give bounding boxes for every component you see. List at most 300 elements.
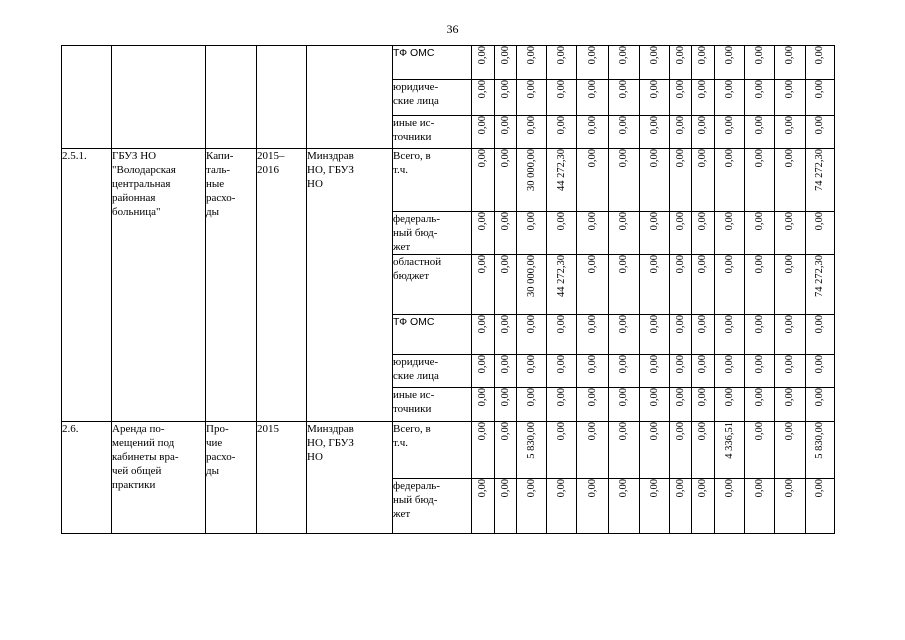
amount-value: 0,00: [618, 46, 629, 65]
amount-cell: [517, 80, 547, 116]
amount-value: 0,00: [586, 388, 598, 407]
amount-cell: [640, 315, 670, 355]
amount-value: 0,00: [525, 116, 537, 135]
amount-value: 0,00: [648, 149, 660, 168]
amount-cell: [495, 46, 517, 80]
responsible: Минздрав НО, ГБУЗ НО: [307, 422, 393, 534]
amount-cell: [472, 355, 495, 388]
amount-cell: [495, 355, 517, 388]
amount-cell: [640, 479, 670, 534]
amount-cell: [577, 255, 609, 315]
amount-cell: [472, 422, 495, 479]
amount-value: 0,00: [784, 315, 795, 334]
amount-value: 0,00: [753, 479, 765, 498]
period: 2015: [257, 422, 307, 534]
amount-value: 0,00: [499, 80, 511, 99]
amount-cell: [806, 479, 835, 534]
funding-source: федераль- ный бюд- жет: [393, 479, 472, 534]
amount-cell: [609, 422, 640, 479]
amount-cell: [547, 479, 577, 534]
amount-cell: [745, 116, 775, 149]
amount-value: 0,00: [784, 149, 795, 168]
expense-type: [206, 46, 257, 149]
amount-value: 0,00: [723, 315, 735, 334]
amount-value: 74 272,30: [814, 255, 825, 297]
amount-cell: [692, 388, 715, 422]
responsible: [307, 46, 393, 149]
amount-value: 0,00: [753, 315, 765, 334]
amount-cell: [692, 46, 715, 80]
funding-source: ТФ ОМС: [393, 315, 472, 355]
amount-value: 0,00: [814, 80, 825, 99]
amount-cell: [775, 212, 806, 255]
amount-value: 0,00: [555, 422, 567, 441]
amount-cell: [715, 212, 745, 255]
amount-cell: [745, 422, 775, 479]
amount-value: 0,00: [784, 80, 795, 99]
amount-value: 0,00: [674, 315, 686, 334]
amount-cell: [745, 80, 775, 116]
amount-value: 4 336,51: [723, 422, 735, 459]
amount-cell: [577, 212, 609, 255]
amount-cell: [547, 116, 577, 149]
amount-value: 0,00: [753, 355, 765, 374]
amount-value: 0,00: [555, 388, 567, 407]
amount-value: 0,00: [477, 388, 488, 407]
amount-cell: [577, 355, 609, 388]
funding-source: юридиче- ские лица: [393, 355, 472, 388]
amount-value: 0,00: [697, 315, 708, 334]
amount-value: 0,00: [586, 212, 598, 231]
amount-value: 0,00: [618, 80, 629, 99]
amount-value: 0,00: [697, 46, 708, 65]
amount-value: 0,00: [477, 355, 488, 374]
amount-value: 0,00: [555, 479, 567, 498]
amount-cell: [670, 355, 692, 388]
amount-cell: [806, 212, 835, 255]
amount-cell: [577, 80, 609, 116]
item-name: ГБУЗ НО "Володарская центральная районная больница": [112, 149, 206, 422]
amount-cell: [495, 116, 517, 149]
amount-cell: [495, 315, 517, 355]
amount-value: 0,00: [525, 80, 537, 99]
amount-cell: [495, 255, 517, 315]
amount-value: 0,00: [477, 212, 488, 231]
amount-value: 0,00: [814, 355, 825, 374]
amount-cell: [547, 315, 577, 355]
amount-value: 0,00: [477, 46, 488, 65]
amount-value: 0,00: [784, 255, 795, 274]
table-row: [62, 149, 835, 212]
amount-cell: [472, 116, 495, 149]
amount-cell: [670, 46, 692, 80]
amount-value: 0,00: [784, 212, 795, 231]
amount-value: 0,00: [723, 46, 735, 65]
amount-value: 0,00: [618, 479, 629, 498]
amount-value: 0,00: [723, 479, 735, 498]
amount-cell: [495, 149, 517, 212]
funding-source: юридиче- ские лица: [393, 80, 472, 116]
amount-cell: [692, 149, 715, 212]
amount-cell: [640, 46, 670, 80]
amount-value: 0,00: [499, 212, 511, 231]
amount-value: 0,00: [499, 355, 511, 374]
amount-value: 0,00: [697, 255, 708, 274]
amount-value: 44 272,30: [555, 255, 567, 297]
amount-value: 0,00: [555, 80, 567, 99]
amount-value: 0,00: [477, 255, 488, 274]
amount-cell: [517, 116, 547, 149]
amount-cell: [806, 149, 835, 212]
amount-value: 0,00: [477, 479, 488, 498]
amount-cell: [609, 149, 640, 212]
funding-source: областной бюджет: [393, 255, 472, 315]
amount-cell: [775, 255, 806, 315]
amount-cell: [775, 46, 806, 80]
amount-value: 0,00: [555, 116, 567, 135]
amount-cell: [609, 212, 640, 255]
amount-value: 0,00: [525, 479, 537, 498]
amount-cell: [775, 80, 806, 116]
amount-value: 30 000,00: [525, 255, 537, 297]
amount-value: 0,00: [814, 388, 825, 407]
amount-cell: [472, 479, 495, 534]
amount-value: 0,00: [586, 255, 598, 274]
amount-cell: [547, 80, 577, 116]
amount-cell: [640, 116, 670, 149]
amount-cell: [609, 46, 640, 80]
amount-cell: [495, 479, 517, 534]
amount-value: 0,00: [674, 255, 686, 274]
amount-value: 0,00: [586, 80, 598, 99]
amount-cell: [577, 479, 609, 534]
amount-cell: [640, 422, 670, 479]
amount-value: 0,00: [555, 315, 567, 334]
amount-value: 0,00: [648, 80, 660, 99]
amount-cell: [472, 255, 495, 315]
amount-cell: [670, 80, 692, 116]
amount-cell: [547, 388, 577, 422]
amount-cell: [495, 212, 517, 255]
amount-cell: [640, 149, 670, 212]
amount-cell: [547, 255, 577, 315]
amount-value: 0,00: [477, 80, 488, 99]
amount-value: 44 272,30: [555, 149, 567, 191]
amount-value: 0,00: [618, 212, 629, 231]
amount-cell: [715, 355, 745, 388]
amount-value: 0,00: [723, 149, 735, 168]
page-number: 36: [446, 22, 459, 36]
amount-value: 0,00: [618, 422, 629, 441]
amount-cell: [745, 255, 775, 315]
expense-type: Про- чие расхо- ды: [206, 422, 257, 534]
amount-value: 0,00: [753, 388, 765, 407]
amount-cell: [806, 116, 835, 149]
amount-value: 0,00: [499, 422, 511, 441]
amount-cell: [517, 479, 547, 534]
responsible: Минздрав НО, ГБУЗ НО: [307, 149, 393, 422]
amount-value: 0,00: [723, 355, 735, 374]
amount-value: 0,00: [525, 212, 537, 231]
amount-value: 0,00: [477, 422, 488, 441]
amount-value: 0,00: [697, 212, 708, 231]
amount-value: 0,00: [499, 255, 511, 274]
amount-cell: [577, 315, 609, 355]
amount-cell: [715, 46, 745, 80]
amount-cell: [640, 80, 670, 116]
amount-cell: [670, 255, 692, 315]
amount-cell: [517, 212, 547, 255]
amount-cell: [517, 388, 547, 422]
amount-value: 0,00: [499, 479, 511, 498]
amount-cell: [692, 116, 715, 149]
amount-value: 0,00: [648, 422, 660, 441]
amount-value: 0,00: [477, 116, 488, 135]
amount-cell: [517, 355, 547, 388]
amount-value: 0,00: [648, 116, 660, 135]
amount-value: 0,00: [586, 355, 598, 374]
amount-value: 0,00: [723, 388, 735, 407]
item-code: [62, 46, 112, 149]
amount-value: 0,00: [674, 46, 686, 65]
amount-value: 0,00: [753, 149, 765, 168]
funding-source: Всего, в т.ч.: [393, 149, 472, 212]
item-name: Аренда по- мещений под кабинеты вра- чей общей практики: [112, 422, 206, 534]
amount-cell: [745, 355, 775, 388]
amount-cell: [670, 479, 692, 534]
amount-value: 0,00: [648, 212, 660, 231]
amount-value: 0,00: [586, 46, 598, 65]
amount-value: 0,00: [723, 116, 735, 135]
amount-value: 0,00: [618, 388, 629, 407]
amount-cell: [495, 80, 517, 116]
amount-cell: [577, 116, 609, 149]
amount-cell: [806, 388, 835, 422]
amount-cell: [670, 116, 692, 149]
amount-value: 0,00: [814, 212, 825, 231]
amount-value: 0,00: [723, 212, 735, 231]
amount-value: 0,00: [555, 355, 567, 374]
amount-cell: [715, 388, 745, 422]
funding-source: ТФ ОМС: [393, 46, 472, 80]
amount-cell: [806, 315, 835, 355]
amount-value: 0,00: [499, 315, 511, 334]
amount-value: 0,00: [648, 255, 660, 274]
amount-value: 5 830,00: [525, 422, 537, 459]
amount-value: 0,00: [648, 388, 660, 407]
amount-value: 0,00: [753, 212, 765, 231]
amount-cell: [609, 80, 640, 116]
amount-value: 0,00: [753, 422, 765, 441]
amount-value: 0,00: [674, 355, 686, 374]
amount-cell: [472, 80, 495, 116]
amount-cell: [609, 116, 640, 149]
amount-value: 0,00: [814, 479, 825, 498]
period: [257, 46, 307, 149]
amount-value: 0,00: [753, 116, 765, 135]
budget-table: [61, 45, 835, 534]
amount-value: 0,00: [499, 388, 511, 407]
amount-cell: [495, 388, 517, 422]
amount-value: 0,00: [586, 315, 598, 334]
amount-value: 0,00: [674, 149, 686, 168]
amount-cell: [745, 479, 775, 534]
funding-source: Всего, в т.ч.: [393, 422, 472, 479]
amount-cell: [609, 355, 640, 388]
amount-value: 0,00: [477, 149, 488, 168]
amount-value: 0,00: [674, 388, 686, 407]
period: 2015– 2016: [257, 149, 307, 422]
amount-value: 0,00: [618, 116, 629, 135]
amount-value: 0,00: [674, 116, 686, 135]
amount-value: 0,00: [586, 149, 598, 168]
amount-value: 0,00: [586, 422, 598, 441]
amount-value: 0,00: [648, 46, 660, 65]
amount-value: 0,00: [525, 355, 537, 374]
amount-cell: [775, 479, 806, 534]
amount-cell: [609, 479, 640, 534]
amount-cell: [472, 46, 495, 80]
amount-cell: [715, 255, 745, 315]
amount-cell: [640, 388, 670, 422]
amount-cell: [775, 355, 806, 388]
amount-cell: [715, 422, 745, 479]
amount-cell: [472, 212, 495, 255]
amount-cell: [745, 212, 775, 255]
amount-cell: [577, 422, 609, 479]
amount-value: 0,00: [753, 80, 765, 99]
amount-cell: [670, 315, 692, 355]
amount-value: 0,00: [697, 149, 708, 168]
amount-value: 0,00: [618, 149, 629, 168]
amount-cell: [670, 422, 692, 479]
amount-value: 0,00: [753, 46, 765, 65]
amount-cell: [670, 388, 692, 422]
amount-value: 0,00: [477, 315, 488, 334]
amount-value: 30 000,00: [525, 149, 537, 191]
amount-value: 0,00: [586, 479, 598, 498]
amount-cell: [547, 422, 577, 479]
amount-value: 0,00: [674, 80, 686, 99]
amount-cell: [692, 422, 715, 479]
amount-value: 0,00: [648, 479, 660, 498]
amount-value: 0,00: [784, 355, 795, 374]
amount-cell: [775, 422, 806, 479]
amount-cell: [547, 212, 577, 255]
amount-cell: [745, 149, 775, 212]
amount-cell: [775, 388, 806, 422]
amount-cell: [472, 149, 495, 212]
amount-value: 0,00: [753, 255, 765, 274]
amount-cell: [517, 149, 547, 212]
amount-cell: [472, 315, 495, 355]
amount-value: 0,00: [648, 315, 660, 334]
amount-cell: [715, 80, 745, 116]
amount-cell: [692, 80, 715, 116]
amount-cell: [577, 149, 609, 212]
amount-cell: [670, 212, 692, 255]
amount-cell: [745, 388, 775, 422]
amount-value: 0,00: [674, 212, 686, 231]
amount-value: 0,00: [555, 212, 567, 231]
amount-cell: [692, 255, 715, 315]
amount-value: 0,00: [814, 315, 825, 334]
amount-cell: [806, 46, 835, 80]
amount-value: 0,00: [499, 46, 511, 65]
amount-cell: [715, 116, 745, 149]
funding-source: федераль- ный бюд- жет: [393, 212, 472, 255]
amount-value: 0,00: [618, 355, 629, 374]
amount-cell: [547, 149, 577, 212]
amount-cell: [692, 479, 715, 534]
amount-cell: [775, 315, 806, 355]
funding-source: иные ис- точники: [393, 388, 472, 422]
amount-value: 0,00: [784, 116, 795, 135]
amount-value: 0,00: [697, 479, 708, 498]
amount-cell: [517, 46, 547, 80]
amount-cell: [775, 116, 806, 149]
amount-cell: [577, 46, 609, 80]
amount-value: 0,00: [525, 315, 537, 334]
item-name: [112, 46, 206, 149]
amount-cell: [517, 422, 547, 479]
amount-cell: [517, 255, 547, 315]
amount-value: 0,00: [784, 46, 795, 65]
amount-cell: [640, 212, 670, 255]
amount-cell: [715, 479, 745, 534]
amount-cell: [609, 315, 640, 355]
amount-cell: [745, 46, 775, 80]
amount-value: 74 272,30: [814, 149, 825, 191]
amount-value: 5 830,00: [814, 422, 825, 459]
amount-value: 0,00: [674, 422, 686, 441]
amount-cell: [715, 315, 745, 355]
amount-value: 0,00: [697, 388, 708, 407]
amount-cell: [692, 315, 715, 355]
amount-cell: [472, 388, 495, 422]
amount-cell: [609, 255, 640, 315]
amount-cell: [640, 255, 670, 315]
amount-cell: [806, 422, 835, 479]
amount-cell: [609, 388, 640, 422]
amount-value: 0,00: [586, 116, 598, 135]
amount-cell: [577, 388, 609, 422]
amount-value: 0,00: [648, 355, 660, 374]
amount-cell: [745, 315, 775, 355]
amount-cell: [692, 355, 715, 388]
amount-cell: [715, 149, 745, 212]
amount-value: 0,00: [697, 80, 708, 99]
table-row: [62, 422, 835, 479]
amount-value: 0,00: [618, 255, 629, 274]
amount-value: 0,00: [723, 80, 735, 99]
amount-cell: [692, 212, 715, 255]
amount-value: 0,00: [499, 149, 511, 168]
amount-cell: [640, 355, 670, 388]
funding-source: иные ис- точники: [393, 116, 472, 149]
amount-value: 0,00: [723, 255, 735, 274]
amount-value: 0,00: [618, 315, 629, 334]
amount-value: 0,00: [525, 46, 537, 65]
amount-cell: [670, 149, 692, 212]
amount-value: 0,00: [555, 46, 567, 65]
amount-value: 0,00: [697, 355, 708, 374]
amount-cell: [517, 315, 547, 355]
item-code: 2.6.: [62, 422, 112, 534]
amount-value: 0,00: [814, 116, 825, 135]
amount-cell: [806, 80, 835, 116]
amount-value: 0,00: [784, 422, 795, 441]
